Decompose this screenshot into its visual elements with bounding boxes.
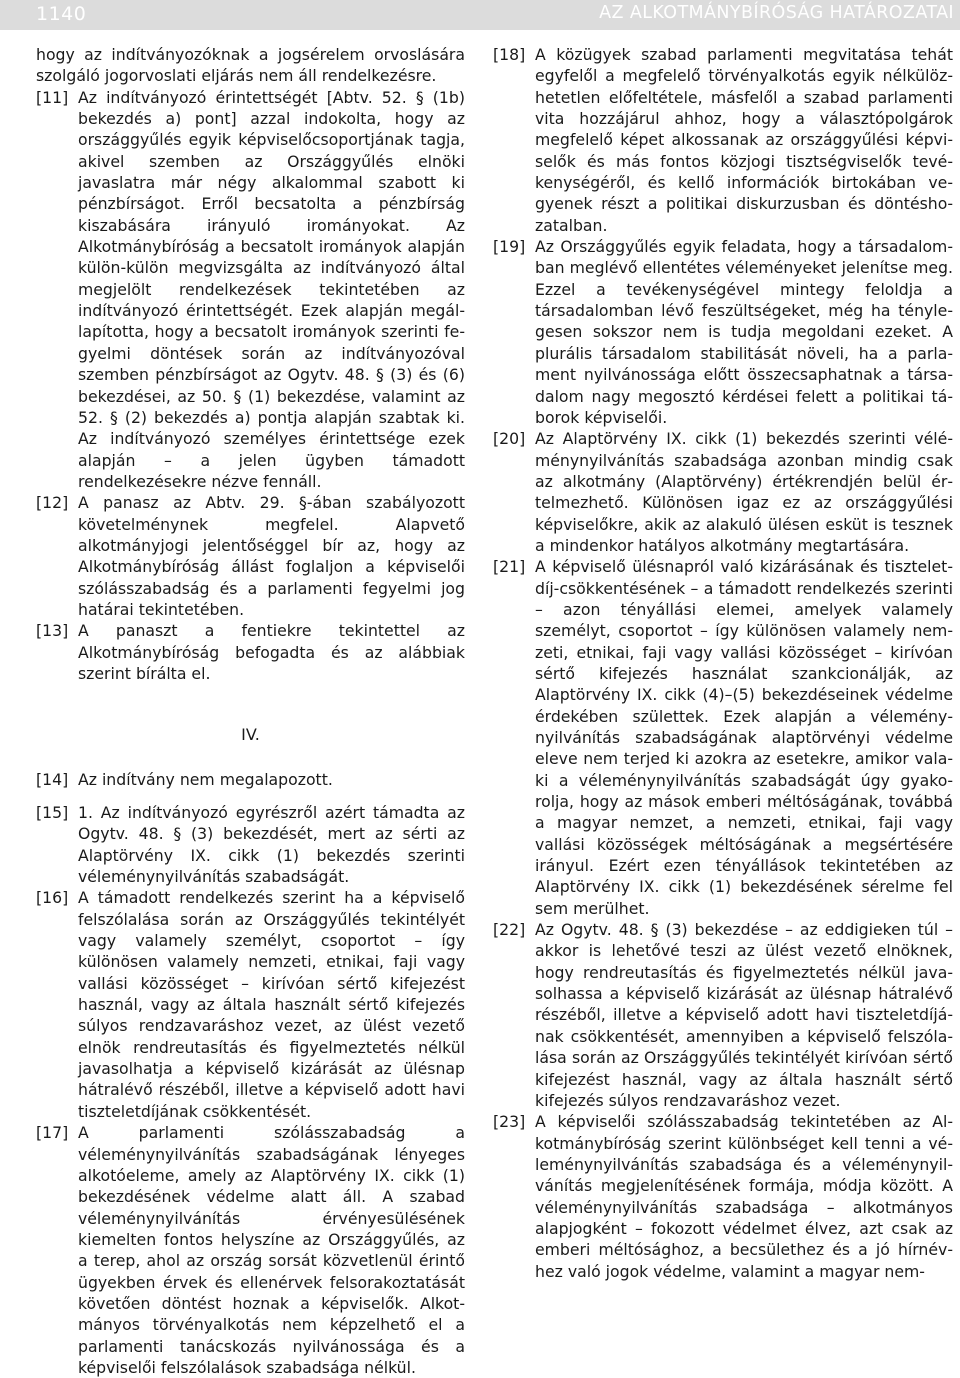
paragraph-number: [13]	[36, 621, 69, 641]
left-column	[36, 44, 465, 1378]
paragraph-text: A parlamenti szólásszabadság a véleménynyilvánítás szabadságának lényeges alkotóeleme, amely az Alaptörvény IX. cikk (1) bekezdésének védelme alatt áll. A szabad véleménynyilvánítás érvényesülésének kiemelten fontos helyszíne az Országgyűlés, az a terep, ahol az ország sorsát közvetlenül érintő ügyekben érvek és ellenérvek felsorakoztatását követően döntést hoznak a képviselők. Alkotmányos törvényalkotás nem képzelhető el a parlamenti tanácskozás nyilvánossága és a képviselői felszólalások szabadsága nélkül.	[78, 1123, 465, 1377]
running-title: AZ ALKOTMÁNYBÍRÓSÁG HATÁROZATAI	[599, 3, 954, 23]
paragraph-number: [22]	[493, 920, 526, 940]
page-header	[0, 0, 960, 30]
paragraph-text: Az indítványozó érintettségét [Abtv. 52. § (1b) bekezdés a) pont] azzal indokolta, hogy az országgyűlés egyik képviselőcsoportjának tagja, akivel szemben az Országgyűlés elnöki javaslatra már négy alkalommal szabott ki pénzbírságot. Erről becsatolta a pénzbírság kiszabására irányuló irományokat. Az Alkotmánybíróság a becsatolt irományok alapján külön-külön megvizsgálta az indítványozó által megjelölt rendelkezések tekintetében az indítványozó érintettségét. Ezek alapján megállapította, hogy a becsatolt irományok szerinti fegyelmi döntések során az indítványozóval szemben pénzbírságot az Ogytv. 48. § (3) és (6) bekezdései, az 50. § (1) bekezdése, valamint az 52. § (2) bekezdés a) pontja alapján szabtak ki. Az indítványozó személyes érintettsége ezek alapján – a jelen ügyben támadott rendelkezésekre nézve fennáll.	[78, 87, 465, 491]
paragraph-text: A képviselői szólásszabadság tekintetében az Alkotmánybíróság szerint különbséget kell tenni a véleménynyilvánítás szabadsága és a véleménynyilvánítás megjelenítésének formája, módja között. A véleménynyilvánítás szabadsága – alkotmányos alapjogként – fokozott védelmet élvez, azt csak az emberi méltósághoz, a becsülethez és a jó hírnévhez való jogok védelme, valamint a magyar nem-	[535, 1112, 953, 1281]
paragraph-text: Az Ogytv. 48. § (3) bekezdése – az eddigieken túl – akkor is lehetővé teszi az ülést vezető elnöknek, hogy rendreutasítás és figyelmeztetés nélkül javasolhassa a képviselő kizárását az ülésnap hátralévő részéből, illetve a képviselő adott havi tiszteletdíjának csökkentését, amennyiben a képviselő felszólalása során az Országgyűlés tekintélyét kirívóan sértő kifejezést használ, vagy az általa használt sértő kifejezés súlyos rendzavaráshoz vezet.	[535, 920, 953, 1110]
section-heading: IV.	[241, 725, 260, 745]
paragraph-text: A közügyek szabad parlamenti megvitatása tehát egyfelől a megfelelő törvényalkotás egyik nélkülözhetetlen előfeltétele, másfelől a szabad parlamenti vita hozzájárul ahhoz, hogy a választópolgárok megfelelő képet alkossanak az országgyűlési képviselők és más fontos közjogi tisztségviselők tevékenységéről, és kellő információk birtokában vegyenek részt a politikai diskurzusban és döntéshozatalban.	[535, 45, 953, 235]
spacer	[36, 790, 465, 802]
paragraph-11	[36, 87, 465, 493]
paragraph-20	[493, 428, 953, 556]
paragraph-13	[36, 620, 465, 684]
paragraph-text: Az indítvány nem megalapozott.	[78, 769, 333, 789]
paragraph-18	[493, 44, 953, 236]
paragraph-23	[493, 1111, 953, 1282]
paragraph-text: A támadott rendelkezés szerint ha a képviselő felszólalása során az Országgyűlés tekintélyét vagy valamely személyt, csoportot – így különösen valamely nemzeti, etnikai, faji vagy vallási közösséget – kirívóan sértő kifejezést használ, vagy az általa használt sértő kifejezés súlyos rendzavaráshoz vezet, az ülést vezető elnök rendreutasítás és figyelmeztetés nélkül javasolhatja a képviselő kizárását az ülésnap hátralévő részéből, illetve a képviselő adott havi tiszteletdíjának csökkentését.	[78, 888, 465, 1121]
paragraph-number: [14]	[36, 769, 69, 789]
right-column	[493, 44, 953, 1282]
paragraph-21	[493, 556, 953, 919]
paragraph-number: [16]	[36, 888, 69, 908]
paragraph-number: [23]	[493, 1112, 526, 1132]
paragraph-text: A képviselő ülésnapról való kizárásának és tiszteletdíj-csökkentésének – a támadott rendelkezés szerinti – azon tényállási elemei, amelyek valamely személyt, csoportot – így különösen valamely nemzeti, etnikai, faji vagy vallási közösséget – kirívóan sértő kifejezés használat szankcionálják, az Alaptörvény IX. cikk (4)–(5) bekezdéseinek védelme érdekében születtek. Ezek alapján a véleménynyilvánítás szabadságának alaptörvényi védelme eleve nem terjed ki azokra az esetekre, amikor valaki a véleménynyilvánítás szabadságát úgy gyakorolja, hogy az mások emberi méltóságának, továbbá a magyar nemzet, a nemzeti, etnikai, faji vagy vallási közösségek méltóságának a megsértésére irányul. Ezért ezen tényállások tekintetében az Alaptörvény IX. cikk (1) bekezdésének sérelme fel sem merülhet.	[535, 557, 953, 918]
paragraph-number: [15]	[36, 803, 69, 822]
paragraph-number: [19]	[493, 237, 526, 257]
paragraph-number: [20]	[493, 429, 526, 449]
intro-paragraph: hogy az indítványozóknak a jogsérelem orvoslására szolgáló jogorvoslati eljárás nem áll rendelkezésre.	[36, 45, 465, 86]
paragraph-number: [11]	[36, 87, 69, 107]
paragraph-14	[36, 769, 465, 790]
paragraph-16	[36, 887, 465, 1122]
paragraph-text: Az Országgyűlés egyik feladata, hogy a társadalomban meglévő ellentétes véleményeket jelenítse meg. Ezzel a tevékenységével mintegy feloldja a társadalomban lévő feszültségeket, még ha ténylegesen sokszor nem is tudja megoldani ezeket. A plurális társadalom stabilitását növeli, ha a parlament nyilvánossága előtt összecsaphatnak a társadalom nagy megosztó kérdései felett a politikai táborok képviselői.	[535, 237, 953, 427]
paragraph-22	[493, 919, 953, 1111]
paragraph-19	[493, 236, 953, 428]
paragraph-text: 1. Az indítványozó egyrészről azért támadta az Ogytv. 48. § (3) bekezdését, mert az sérti az Alaptörvény IX. cikk (1) bekezdés szerinti véleménynyilvánítás szabadságát.	[78, 803, 465, 887]
page-number: 1140	[36, 3, 87, 25]
paragraph-12	[36, 492, 465, 620]
paragraph-text: A panaszt a fentiekre tekintettel az Alkotmánybíróság befogadta és az alábbiak szerint bírálta el.	[78, 621, 465, 683]
paragraph-text: A panasz az Abtv. 29. §-ában szabályozott követelménynek megfelel. Alapvető alkotmányjogi jelentőséggel bír az, hogy az Alkotmánybíróság állást foglaljon a képviselői szólásszabadság és a parlamenti fegyelmi jog határai tekintetében.	[78, 493, 465, 619]
paragraph-17	[36, 1122, 465, 1378]
paragraph-number: [12]	[36, 493, 69, 513]
paragraph-15	[36, 802, 465, 887]
paragraph-number: [17]	[36, 1123, 69, 1143]
paragraph-text: Az Alaptörvény IX. cikk (1) bekezdés szerinti véléménynyilvánítás szabadsága azonban mindig csak az alkotmány (Alaptörvény) értékrendjén belül értelmezhető. Különösen igaz ez az országgyűlési képviselőkre, akik az alakuló ülésen esküt is tesznek a mindenkor hatályos alkotmány megtartására.	[535, 429, 953, 555]
paragraph-number: [18]	[493, 45, 526, 64]
paragraph-number: [21]	[493, 557, 526, 577]
